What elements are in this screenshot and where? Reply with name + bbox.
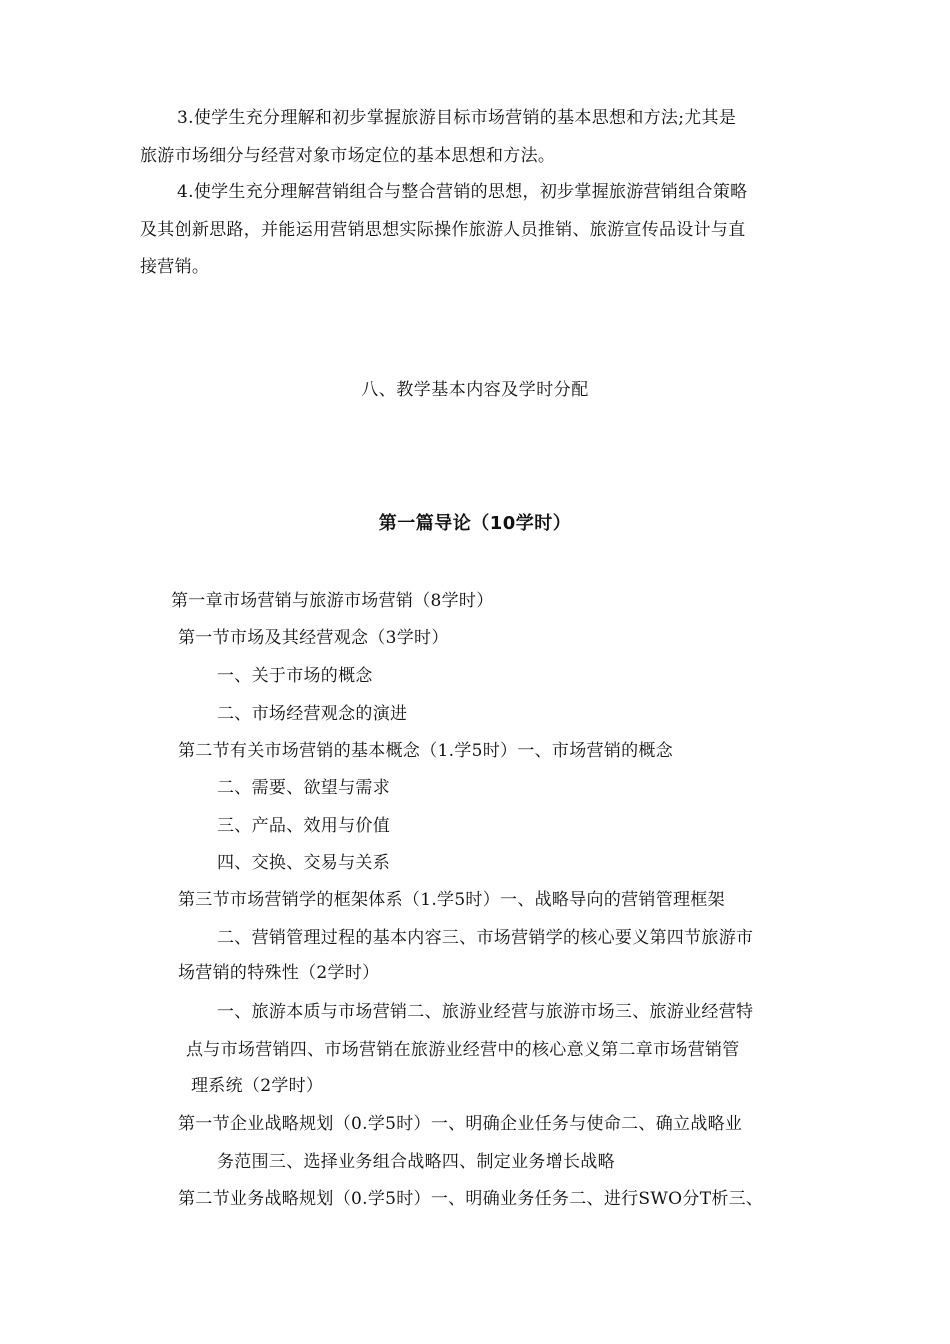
section-heading: 第二节有关市场营销的基本概念（1.学5时）一、市场营销的概念 xyxy=(178,741,674,761)
outline-item: 二、市场经营观念的演进 xyxy=(217,704,408,724)
outline-item: 二、需要、欲望与需求 xyxy=(217,778,390,798)
objective-3-line-1: 3.使学生充分理解和初步掌握旅游目标市场营销的基本思想和方法;尤其是 xyxy=(177,108,737,128)
outline-item: 三、产品、效用与价值 xyxy=(217,816,390,836)
outline-item: 二、营销管理过程的基本内容三、市场营销学的核心要义第四节旅游市 xyxy=(217,928,754,948)
outline-item: 理系统（2学时） xyxy=(191,1076,324,1096)
outline-item: 务范围三、选择业务组合战略四、制定业务增长战略 xyxy=(217,1152,615,1172)
outline-item: 一、旅游本质与市场营销二、旅游业经营与旅游市场三、旅游业经营特 xyxy=(217,1002,754,1022)
outline-item: 四、交换、交易与关系 xyxy=(217,853,390,873)
section-8-title: 八、教学基本内容及学时分配 xyxy=(361,380,589,400)
section-heading: 第二节业务战略规划（0.学5时）一、明确业务任务二、进行SWO分T析三、 xyxy=(178,1189,764,1209)
objective-4-line-3: 接营销。 xyxy=(140,257,210,277)
objective-4-line-2: 及其创新思路，并能运用营销思想实际操作旅游人员推销、旅游宣传品设计与直 xyxy=(140,220,746,240)
objective-3-line-2: 旅游市场细分与经营对象市场定位的基本思想和方法。 xyxy=(140,146,556,166)
outline-item: 点与市场营销四、市场营销在旅游业经营中的核心意义第二章市场营销管 xyxy=(186,1040,740,1060)
outline-item: 一、关于市场的概念 xyxy=(217,666,373,686)
part-1-title: 第一篇导论（10学时） xyxy=(378,513,572,534)
objective-4-line-1: 4.使学生充分理解营销组合与整合营销的思想，初步掌握旅游营销组合策略 xyxy=(177,182,748,202)
section-heading: 第一节市场及其经营观念（3学时） xyxy=(178,628,449,648)
outline-item: 场营销的特殊性（2学时） xyxy=(178,963,380,983)
section-heading: 第三节市场营销学的框架体系（1.学5时）一、战略导向的营销管理框架 xyxy=(178,890,725,910)
chapter-1-heading: 第一章市场营销与旅游市场营销（8学时） xyxy=(171,591,494,611)
section-heading: 第一节企业战略规划（0.学5时）一、明确企业任务与使命二、确立战略业 xyxy=(178,1114,743,1134)
